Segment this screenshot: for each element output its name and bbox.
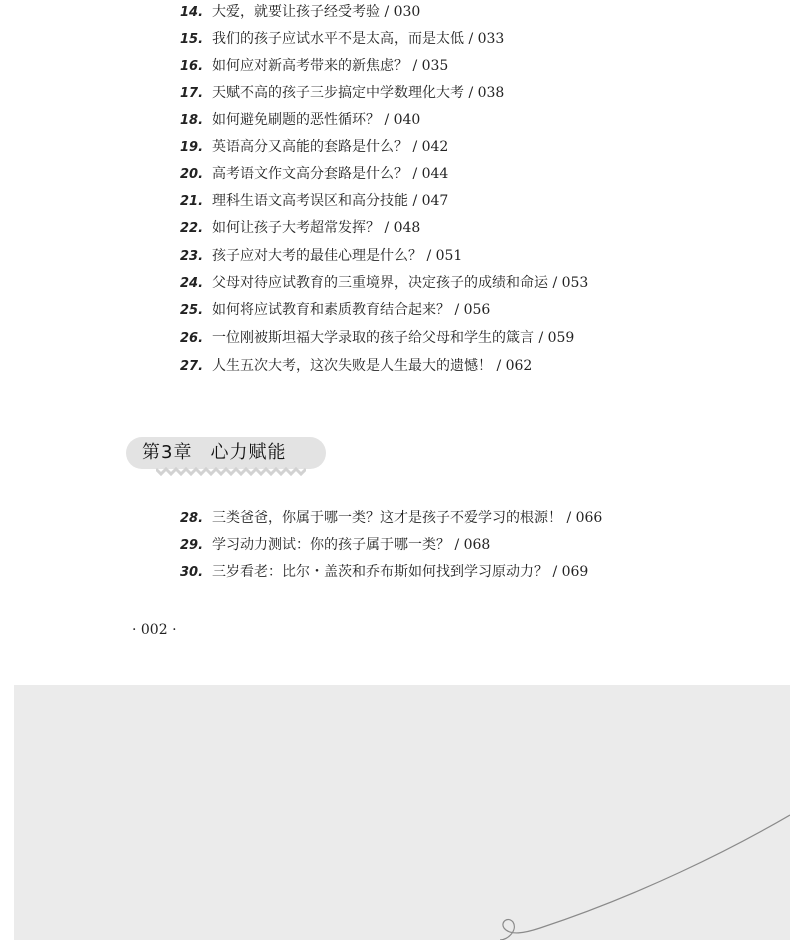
toc-entry-15[interactable] bbox=[180, 27, 504, 51]
toc-entry-29[interactable] bbox=[180, 533, 490, 557]
toc-entry-21[interactable] bbox=[180, 189, 448, 213]
toc-entry-title: 三岁看老：比尔・盖茨和乔布斯如何找到学习原动力？ / 069 bbox=[212, 564, 589, 580]
toc-entry-number: 14. bbox=[180, 5, 204, 20]
toc-entry-17[interactable] bbox=[180, 81, 504, 105]
toc-entry-title: 如何应对新高考带来的新焦虑？ / 035 bbox=[212, 58, 449, 74]
toc-entry-26[interactable] bbox=[180, 326, 574, 350]
toc-entry-number: 21. bbox=[180, 194, 204, 209]
toc-entry-23[interactable] bbox=[180, 244, 462, 268]
toc-entry-20[interactable] bbox=[180, 162, 448, 186]
toc-entry-number: 15. bbox=[180, 32, 204, 47]
toc-entry-title: 一位刚被斯坦福大学录取的孩子给父母和学生的箴言 / 059 bbox=[212, 330, 575, 346]
toc-entry-title: 学习动力测试：你的孩子属于哪一类？ / 068 bbox=[212, 537, 491, 553]
toc-entry-title: 高考语文作文高分套路是什么？ / 044 bbox=[212, 166, 449, 182]
toc-entry-title: 理科生语文高考误区和高分技能 / 047 bbox=[212, 193, 449, 209]
toc-entry-25[interactable] bbox=[180, 298, 490, 322]
toc-entry-28[interactable] bbox=[180, 506, 602, 530]
toc-entry-number: 19. bbox=[180, 140, 204, 155]
toc-entry-title: 如何让孩子大考超常发挥？ / 048 bbox=[212, 220, 421, 236]
toc-entry-number: 18. bbox=[180, 113, 204, 128]
toc-entry-title: 孩子应对大考的最佳心理是什么？ / 051 bbox=[212, 248, 463, 264]
toc-entry-number: 30. bbox=[180, 565, 204, 580]
toc-entry-24[interactable] bbox=[180, 271, 588, 295]
toc-entry-27[interactable] bbox=[180, 354, 532, 378]
toc-entry-14[interactable] bbox=[180, 0, 420, 24]
toc-entry-number: 24. bbox=[180, 276, 204, 291]
toc-entry-number: 27. bbox=[180, 359, 204, 374]
zigzag-ornament-icon bbox=[156, 467, 306, 477]
toc-entry-number: 23. bbox=[180, 249, 204, 264]
toc-entry-title: 父母对待应试教育的三重境界，决定孩子的成绩和命运 / 053 bbox=[212, 275, 589, 291]
chapter-heading[interactable] bbox=[142, 437, 286, 469]
toc-entry-number: 16. bbox=[180, 59, 204, 74]
toc-entry-number: 25. bbox=[180, 303, 204, 318]
toc-entry-30[interactable] bbox=[180, 560, 588, 584]
toc-entry-title: 如何将应试教育和素质教育结合起来？ / 056 bbox=[212, 302, 491, 318]
decorative-squiggle-icon bbox=[480, 800, 790, 940]
toc-entry-title: 如何避免刷题的恶性循环？ / 040 bbox=[212, 112, 421, 128]
toc-entry-number: 26. bbox=[180, 331, 204, 346]
toc-entry-number: 17. bbox=[180, 86, 204, 101]
toc-entry-title: 大爱，就要让孩子经受考验 / 030 bbox=[212, 4, 421, 20]
toc-entry-number: 28. bbox=[180, 511, 204, 526]
toc-entry-number: 20. bbox=[180, 167, 204, 182]
toc-entry-18[interactable] bbox=[180, 108, 420, 132]
toc-entry-number: 29. bbox=[180, 538, 204, 553]
chapter-banner bbox=[126, 437, 326, 469]
toc-entry-22[interactable] bbox=[180, 216, 420, 240]
toc-entry-title: 三类爸爸，你属于哪一类？这才是孩子不爱学习的根源！ / 066 bbox=[212, 510, 603, 526]
toc-entry-title: 人生五次大考，这次失败是人生最大的遗憾！ / 062 bbox=[212, 358, 533, 374]
toc-entry-19[interactable] bbox=[180, 135, 448, 159]
toc-entry-16[interactable] bbox=[180, 54, 448, 78]
chapter-title: 心力赋能 bbox=[210, 442, 287, 463]
toc-entry-number: 22. bbox=[180, 221, 204, 236]
page-number: · 002 · bbox=[132, 622, 177, 638]
toc-entry-title: 英语高分又高能的套路是什么？ / 042 bbox=[212, 139, 449, 155]
toc-entry-title: 我们的孩子应试水平不是太高，而是太低 / 033 bbox=[212, 31, 505, 47]
chapter-label: 第3章 bbox=[142, 442, 193, 463]
toc-entry-title: 天赋不高的孩子三步搞定中学数理化大考 / 038 bbox=[212, 85, 505, 101]
